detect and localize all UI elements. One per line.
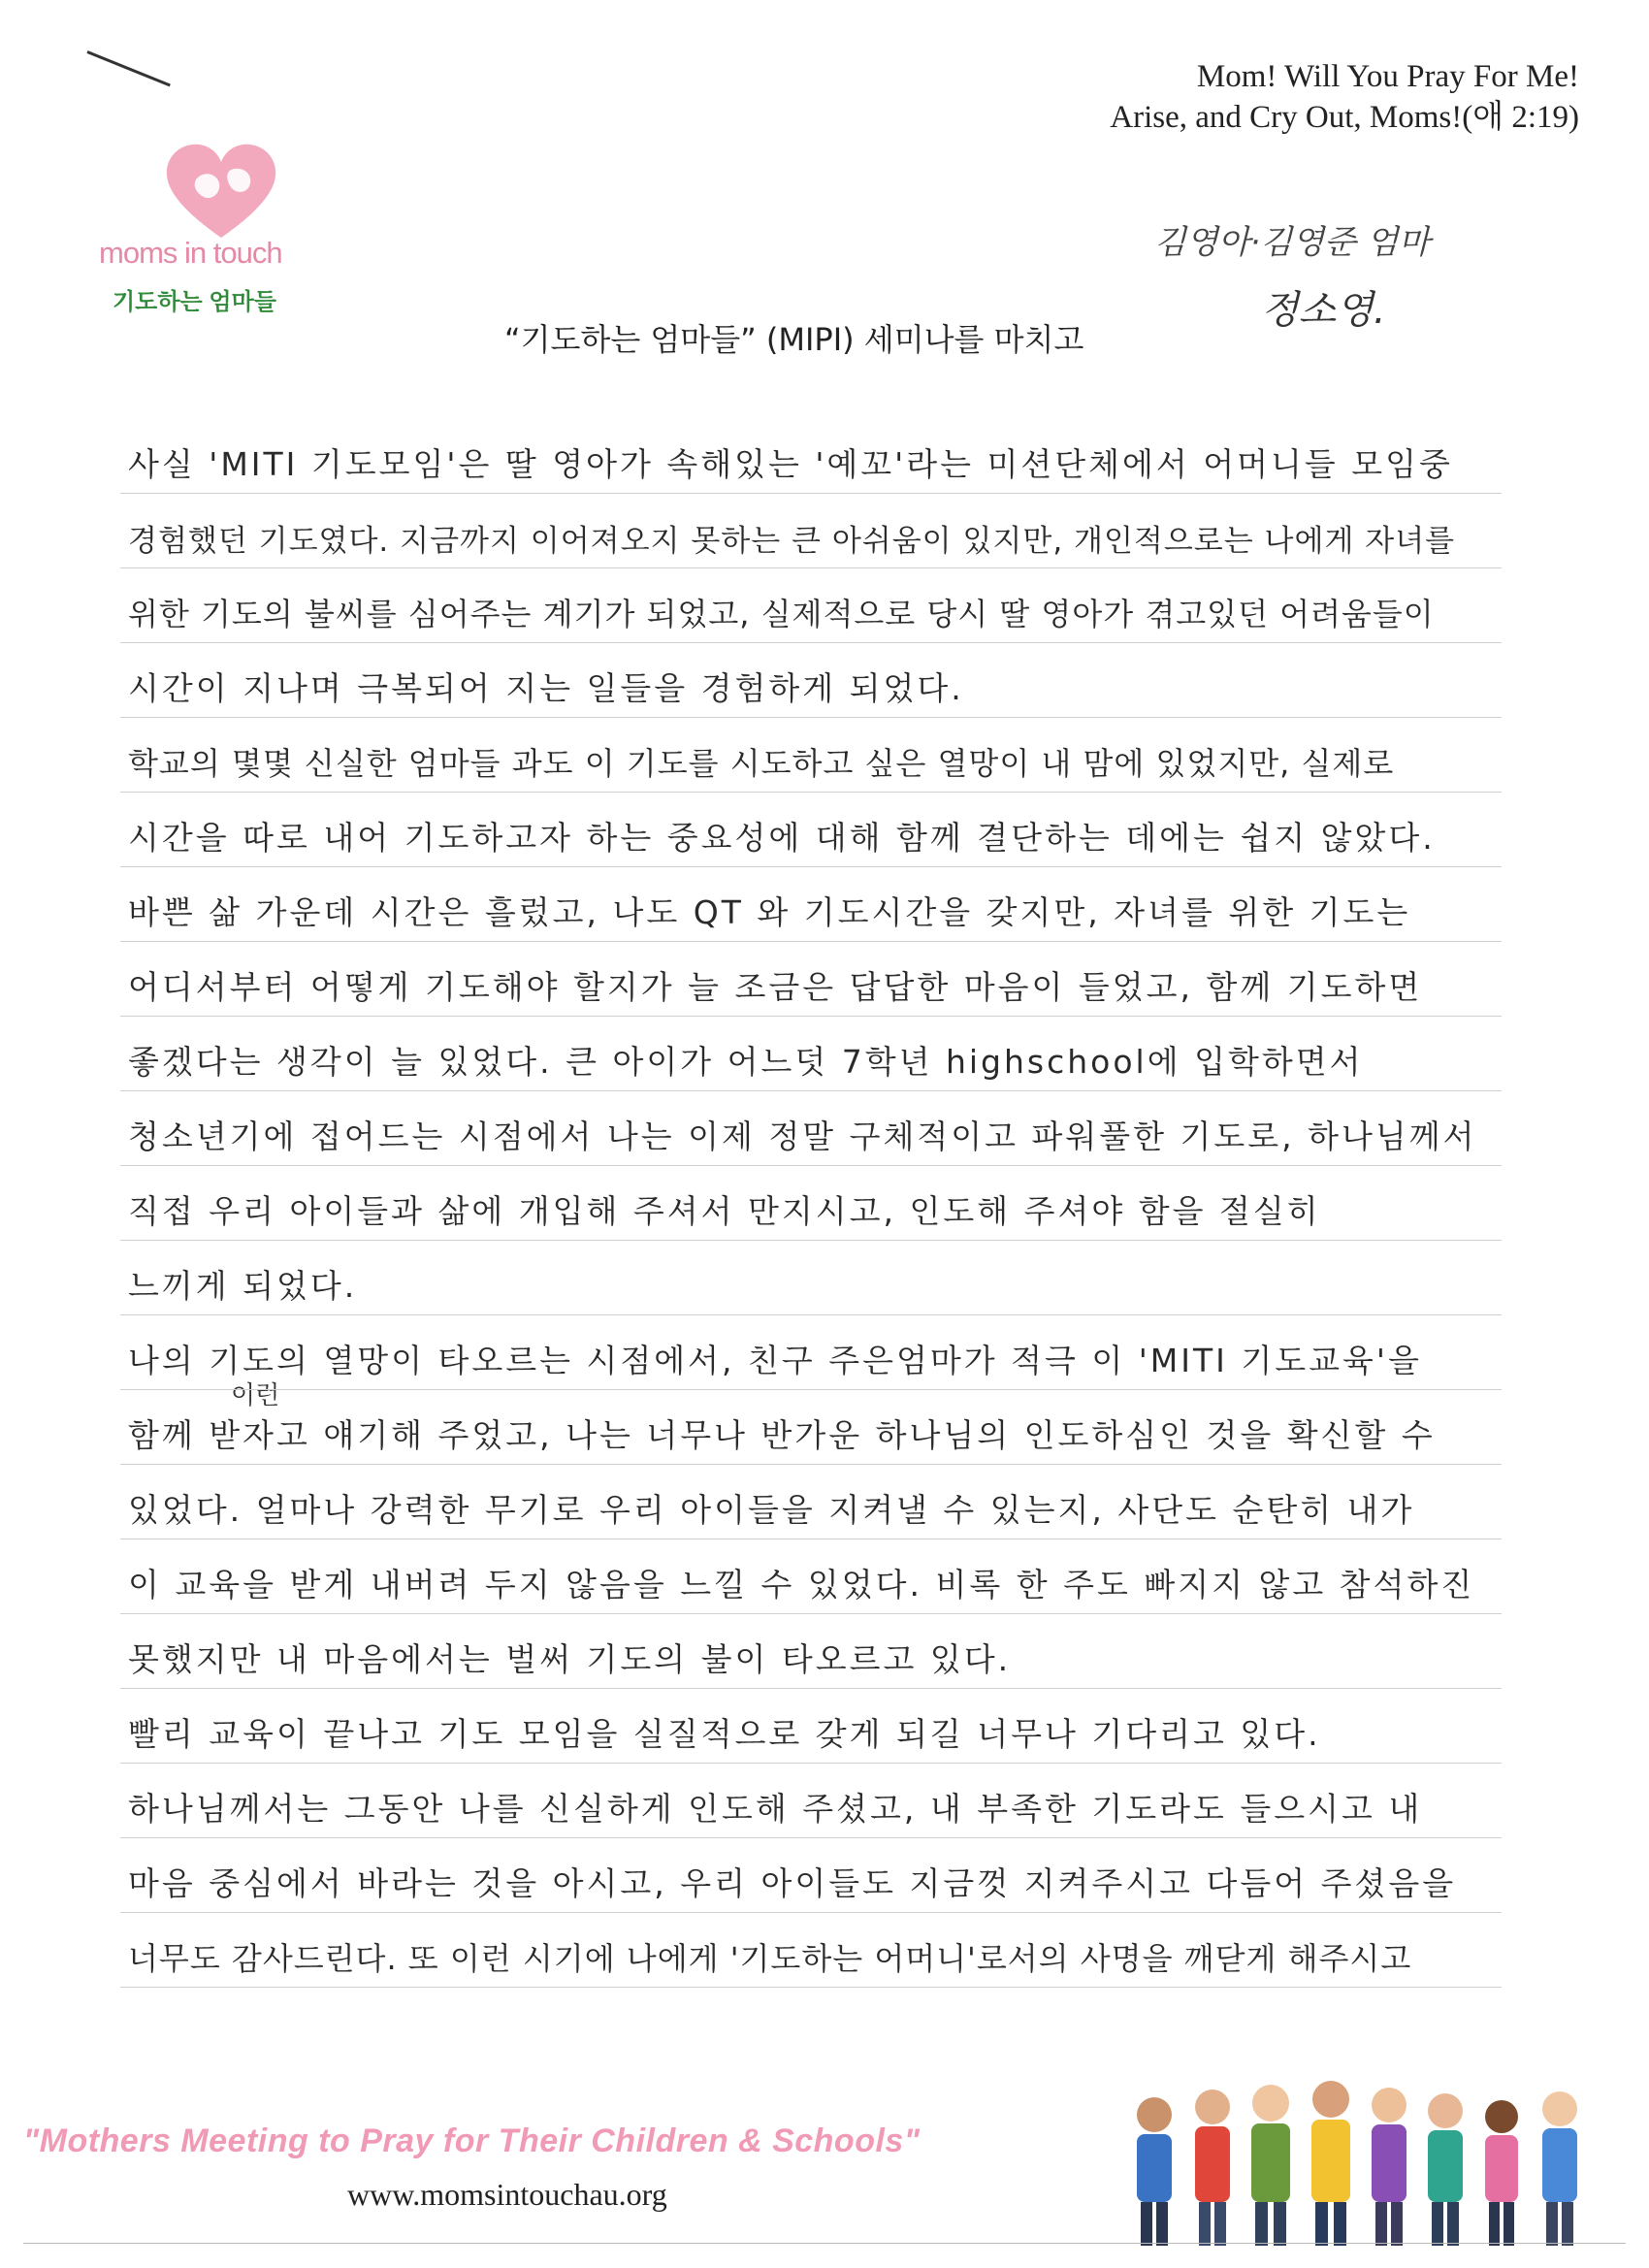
child-figure (1251, 2085, 1290, 2246)
handwritten-text: 학교의 몇몇 신실한 엄마들 과도 이 기도를 시도하고 싶은 열망이 내 맘에 있었지만, 실제로 (128, 745, 1395, 782)
handwritten-text: 너무도 감사드린다. 또 이런 시기에 나에게 '기도하는 어머니'로서의 사명을 깨닫게 해주시고 (128, 1940, 1412, 1977)
handwritten-text: 못했지만 내 마음에서는 벌써 기도의 불이 타오르고 있다. (128, 1640, 1012, 1678)
handwritten-text: 빨리 교육이 끝나고 기도 모임을 실질적으로 갖게 되길 너무나 기다리고 있다. (128, 1715, 1321, 1753)
ruled-line (120, 494, 1502, 568)
ruled-line (120, 1614, 1502, 1689)
header-verse (1110, 56, 1579, 138)
ruled-line (120, 643, 1502, 718)
child-figure (1311, 2081, 1350, 2246)
child-figure (1485, 2100, 1518, 2246)
child-figure (1372, 2088, 1406, 2246)
logo-wordmark: moms in touch (99, 236, 282, 270)
ruled-line (120, 419, 1502, 494)
child-figure (1195, 2090, 1230, 2246)
logo-subtitle: 기도하는 엄마들 (113, 289, 276, 315)
insertion-note: 이런 (231, 1381, 280, 1410)
pen-stroke-mark (86, 50, 170, 86)
ruled-line (120, 1017, 1502, 1091)
ruled-line (120, 1091, 1502, 1166)
ruled-line (120, 1465, 1502, 1539)
ruled-line (120, 1838, 1502, 1913)
ruled-line (120, 1539, 1502, 1614)
handwritten-text: 사실 'MITI 기도모임'은 딸 영아가 속해있는 '예꼬'라는 미션단체에서 어머니들 모임중 (128, 445, 1453, 483)
header-line-1: Mom! Will You Pray For Me! (1196, 59, 1579, 94)
handwritten-text: 청소년기에 접어드는 시점에서 나는 이제 정말 구체적이고 파워풀한 기도로, 하나님께서 (128, 1118, 1477, 1155)
ruled-line (120, 793, 1502, 867)
handwritten-text: 나의 기도의 열망이 타오르는 시점에서, 친구 주은엄마가 적극 이 'MITI 기도교육'을 (128, 1342, 1422, 1379)
ruled-line (120, 1913, 1502, 1988)
ruled-line (120, 1166, 1502, 1241)
ruled-line (120, 1764, 1502, 1838)
handwritten-text: 직접 우리 아이들과 삶에 개입해 주셔서 만지시고, 인도해 주셔야 함을 절실히 (128, 1192, 1321, 1230)
footer-url: www.momsintouchau.org (347, 2177, 667, 2212)
handwritten-text: 하나님께서는 그동안 나를 신실하게 인도해 주셨고, 내 부족한 기도라도 들으시고 내 (128, 1790, 1423, 1828)
moms-in-touch-logo (93, 141, 307, 325)
heart-logo-icon (163, 141, 279, 243)
handwritten-text: 함께 받자고 얘기해 주었고, 나는 너무나 반가운 하나님의 인도하심인 것을 확신할 수 (128, 1416, 1436, 1454)
header-line-2: Arise, and Cry Out, Moms!(애 2:19) (1110, 100, 1579, 135)
handwritten-text: 느끼게 되었다. (128, 1267, 358, 1305)
ruled-line (120, 942, 1502, 1017)
ruled-line (120, 718, 1502, 793)
handwritten-text: 마음 중심에서 바라는 것을 아시고, 우리 아이들도 지금껏 지켜주시고 다듬어 주셨음을 (128, 1864, 1457, 1902)
handwritten-text: 좋겠다는 생각이 늘 있었다. 큰 아이가 어느덧 7학년 highschool에 입학하면서 (128, 1043, 1364, 1081)
handwritten-text: 위한 기도의 불씨를 심어주는 계기가 되었고, 실제적으로 당시 딸 영아가 겪고있던 어려움들이 (128, 596, 1435, 632)
ruled-line (120, 1689, 1502, 1764)
ruled-line (120, 867, 1502, 942)
footer-slogan: "Mothers Meeting to Pray for Their Children & Schools" (23, 2122, 921, 2159)
ruled-line (120, 568, 1502, 643)
handwritten-text: 어디서부터 어떻게 기도해야 할지가 늘 조금은 답답한 마음이 들었고, 함께 기도하면 (128, 968, 1423, 1006)
children-photo (1116, 2057, 1620, 2251)
document-title: “기도하는 엄마들” (MIPI) 세미나를 마치고 (504, 321, 1084, 358)
handwritten-text: 시간이 지나며 극복되어 지는 일들을 경험하게 되었다. (128, 669, 964, 707)
handwritten-body (120, 419, 1502, 1988)
ruled-line (120, 1241, 1502, 1315)
handwritten-signature: 정소영. (1261, 288, 1386, 333)
handwritten-text: 있었다. 얼마나 강력한 무기로 우리 아이들을 지켜낼 수 있는지, 사단도 순탄히 내가 (128, 1491, 1415, 1529)
handwritten-text: 시간을 따로 내어 기도하고자 하는 중요성에 대해 함께 결단하는 데에는 쉽지 않았다. (128, 819, 1436, 857)
handwritten-text: 바쁜 삶 가운데 시간은 흘렀고, 나도 QT 와 기도시간을 갖지만, 자녀를 위한 기도는 (128, 893, 1411, 931)
handwritten-text: 경험했던 기도였다. 지금까지 이어져오지 못하는 큰 아쉬움이 있지만, 개인적으로는 나에게 자녀를 (128, 524, 1456, 559)
bottom-rule (23, 2243, 1626, 2244)
child-figure (1137, 2097, 1172, 2246)
handwritten-text: 이 교육을 받게 내버려 두지 않음을 느낄 수 있었다. 비록 한 주도 빠지지 않고 참석하진 (128, 1566, 1475, 1604)
author-line: 김영아·김영준 엄마 (1154, 223, 1431, 262)
child-figure (1428, 2093, 1463, 2246)
ruled-line (120, 1315, 1502, 1390)
ruled-line (120, 1390, 1502, 1465)
child-figure (1542, 2091, 1577, 2246)
